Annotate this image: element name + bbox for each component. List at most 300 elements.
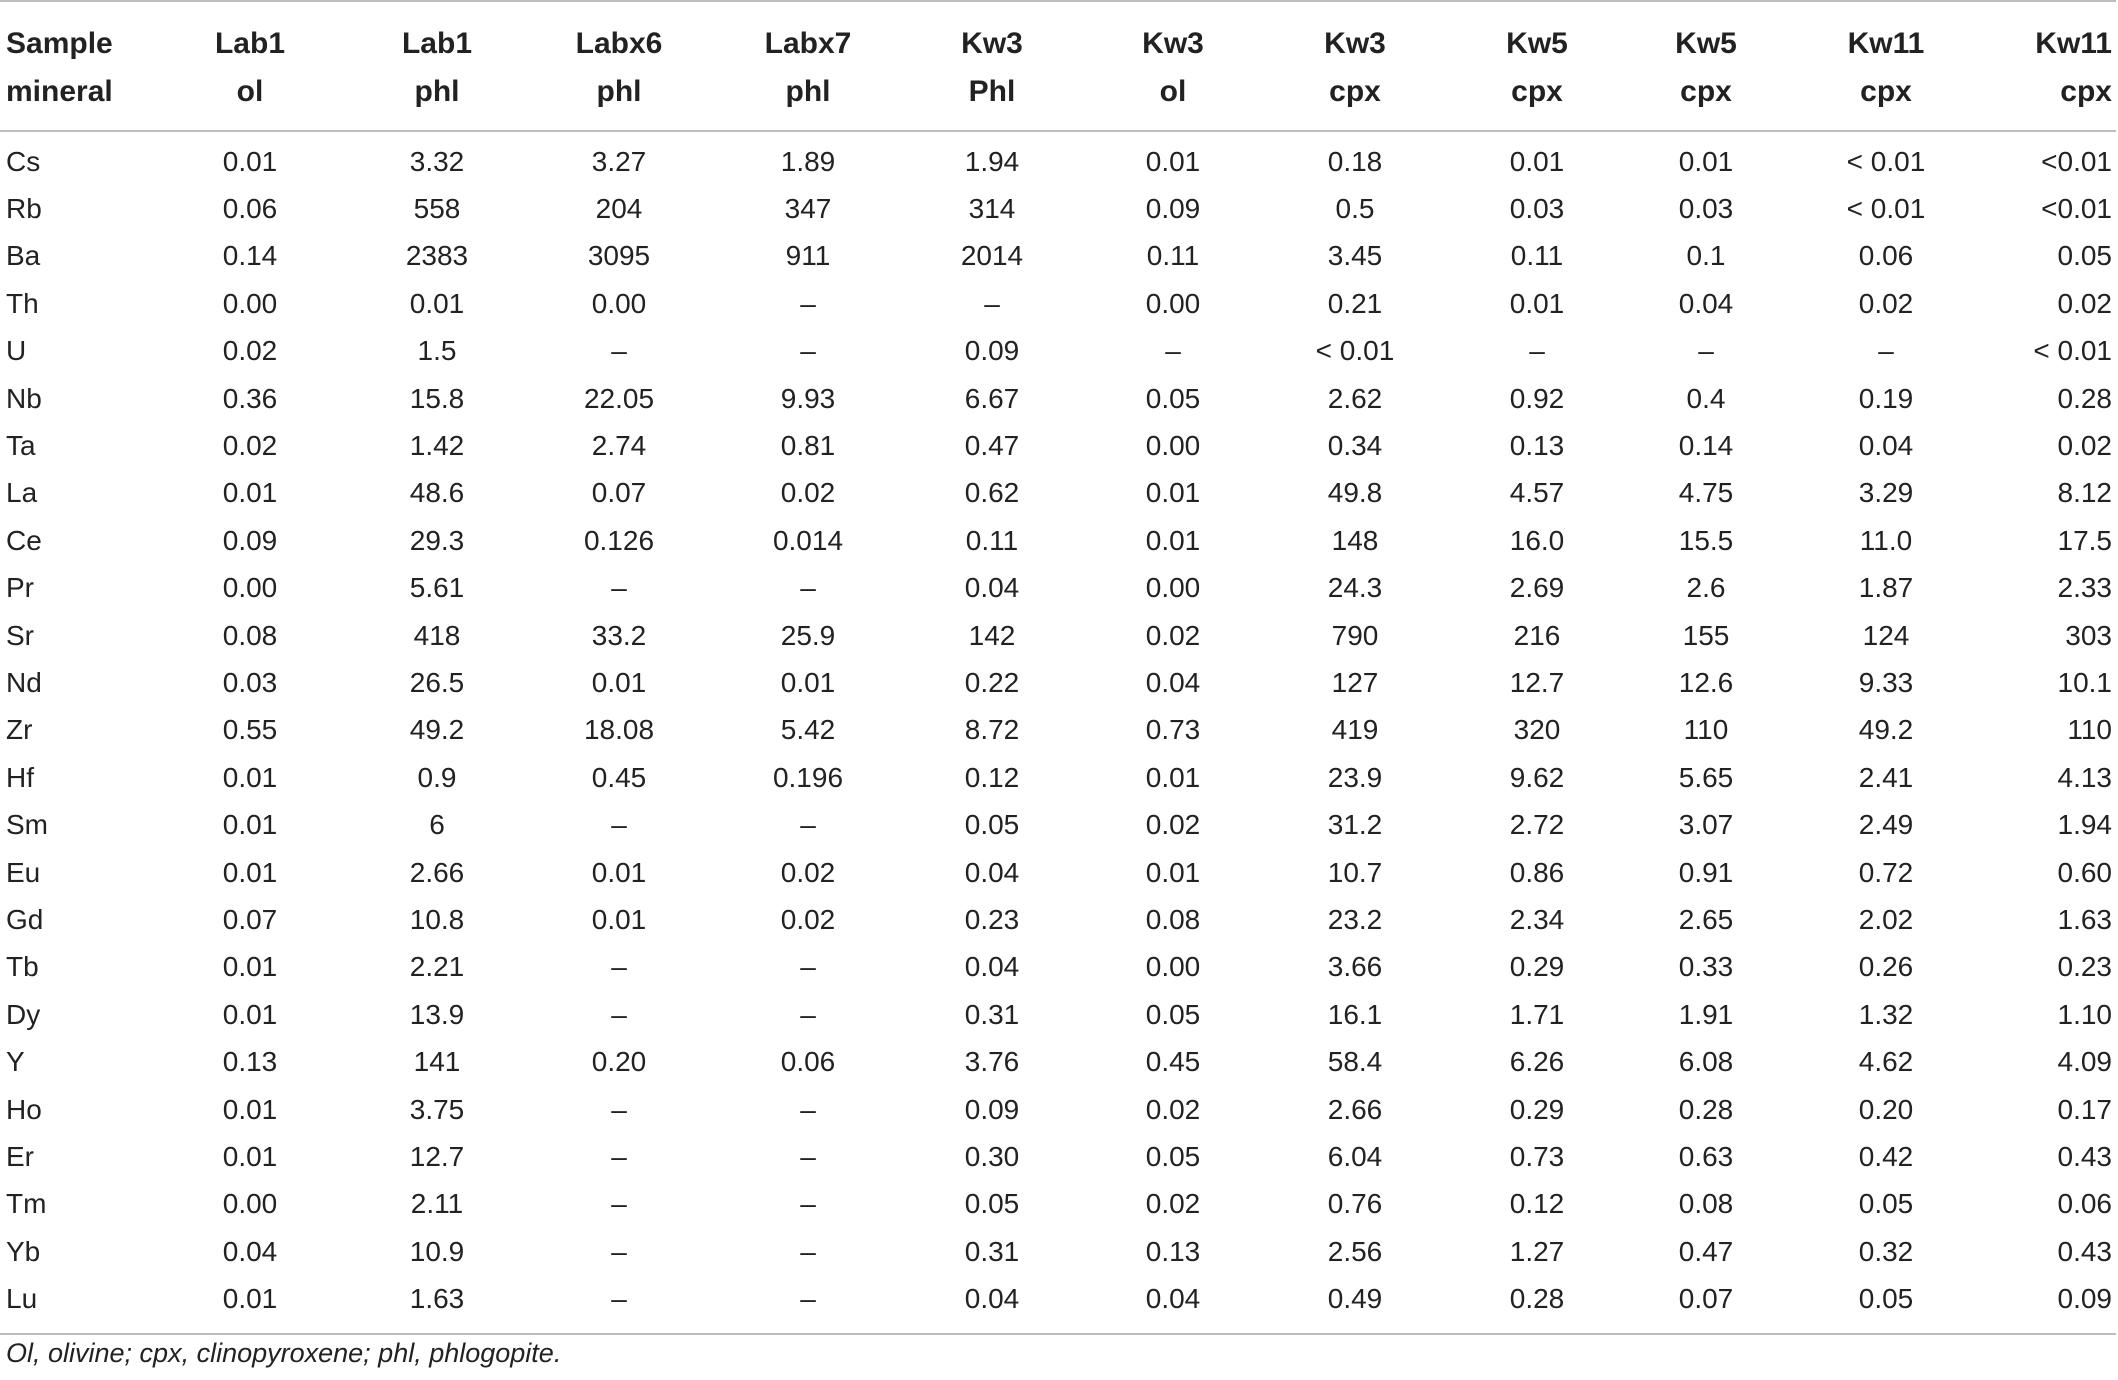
table-row	[0, 470, 2116, 517]
table-cell: 23.9	[1327, 761, 1383, 793]
element-label: Sr	[6, 619, 34, 651]
table-cell: 0.01	[1509, 145, 1565, 177]
element-label: Rb	[6, 193, 42, 225]
table-cell: 3.75	[409, 1093, 465, 1125]
table-cell: 0.11	[1510, 240, 1564, 272]
element-label: Er	[6, 1140, 34, 1172]
table-row	[0, 565, 2116, 612]
table-cell: 12.7	[1509, 666, 1565, 698]
table-cell: 0.196	[772, 761, 844, 793]
table-cell: 10.9	[409, 1235, 465, 1267]
table-cell: 2.65	[1678, 903, 1734, 935]
table-cell: 0.05	[964, 809, 1020, 841]
table-cell: 5.65	[1678, 761, 1734, 793]
table-cell: 3095	[587, 240, 651, 272]
table-cell: 0.11	[1146, 240, 1200, 272]
table-cell: 2.33	[2057, 572, 2112, 604]
column-header: cpx	[1784, 68, 1988, 131]
table-cell: 558	[413, 193, 461, 225]
table-cell: 0.05	[1784, 1275, 1988, 1333]
table-row	[0, 422, 2116, 469]
table-row	[0, 896, 2116, 943]
table-cell: –	[611, 1140, 627, 1172]
table-cell: < 0.01	[2033, 335, 2112, 367]
table-cell: 0.00	[1145, 287, 1201, 319]
table-cell: –	[984, 287, 1000, 319]
table-cell: 6	[429, 809, 445, 841]
column-header: Phl	[902, 68, 1082, 131]
table-cell: 0.13	[222, 1046, 278, 1078]
table-cell: 0.23	[2057, 951, 2112, 983]
table-cell: 0.60	[2057, 856, 2112, 888]
table-cell: 0.28	[1446, 1275, 1628, 1333]
table-cell: 0.02	[1145, 1188, 1201, 1220]
table-cell: 1.63	[350, 1275, 524, 1333]
table-cell: 1.71	[1509, 998, 1565, 1030]
table-cell: 6.67	[964, 382, 1020, 414]
table-cell: 1.10	[2057, 998, 2112, 1030]
element-label: Ce	[6, 524, 42, 556]
table-cell: 0.01	[780, 666, 836, 698]
table-cell: 0.01	[409, 287, 465, 319]
table-cell: 16.0	[1509, 524, 1565, 556]
table-cell: 9.62	[1509, 761, 1565, 793]
element-label: Lu	[0, 1275, 150, 1333]
table-cell: 0.91	[1678, 856, 1734, 888]
table-cell: 0.01	[1145, 761, 1201, 793]
table-cell: 0.55	[222, 714, 278, 746]
column-header: Labx6	[524, 1, 714, 68]
table-cell: 0.126	[583, 524, 655, 556]
table-row	[0, 185, 2116, 232]
table-cell: 0.01	[1509, 287, 1565, 319]
table-cell: 0.18	[1327, 145, 1383, 177]
table-cell: 6.08	[1678, 1046, 1734, 1078]
table-cell: 0.02	[2057, 287, 2112, 319]
table-cell: 155	[1682, 619, 1730, 651]
table-cell: –	[714, 1275, 902, 1333]
table-cell: 0.12	[964, 761, 1020, 793]
table-cell: 0.04	[1145, 666, 1201, 698]
table-cell: 0.13	[1145, 1235, 1201, 1267]
table-cell: 142	[968, 619, 1016, 651]
table-cell: 790	[1331, 619, 1379, 651]
table-cell: 23.2	[1327, 903, 1383, 935]
table-cell: 58.4	[1327, 1046, 1383, 1078]
table-cell: 49.2	[1858, 714, 1914, 746]
table-cell: 2014	[960, 240, 1024, 272]
table-cell: 18.08	[583, 714, 655, 746]
table-cell: 2.11	[410, 1188, 464, 1220]
table-cell: 0.05	[1858, 1188, 1914, 1220]
table-cell: 24.3	[1327, 572, 1383, 604]
table-cell: 0.01	[150, 1275, 350, 1333]
table-cell: 419	[1331, 714, 1379, 746]
table-cell: 11.0	[1859, 524, 1913, 556]
table-cell: 2.21	[409, 951, 465, 983]
table-cell: –	[611, 1235, 627, 1267]
table-cell: 0.00	[591, 287, 647, 319]
table-cell: 0.01	[222, 761, 278, 793]
table-cell: 320	[1513, 714, 1561, 746]
table-cell: 0.05	[1145, 998, 1201, 1030]
table-cell: 0.01	[1145, 524, 1201, 556]
table-cell: –	[611, 1188, 627, 1220]
column-header: Kw5	[1446, 1, 1628, 68]
table-cell: <0.01	[2041, 193, 2112, 225]
table-cell: 0.00	[222, 287, 278, 319]
table-cell: 0.12	[1509, 1188, 1565, 1220]
table-cell: 3.45	[1327, 240, 1383, 272]
table-cell: 0.014	[772, 524, 844, 556]
table-cell: 0.02	[1145, 1093, 1201, 1125]
table-cell: 0.01	[1145, 145, 1201, 177]
table-cell: 0.81	[780, 430, 836, 462]
table-cell: 10.8	[409, 903, 465, 935]
table-row	[0, 1228, 2116, 1275]
column-header: cpx	[1628, 68, 1784, 131]
table-cell: 13.9	[409, 998, 465, 1030]
table-cell: 2.66	[409, 856, 465, 888]
table-cell: 0.06	[222, 193, 278, 225]
table-cell: 0.01	[591, 666, 647, 698]
table-cell: 0.72	[1858, 856, 1914, 888]
table-row	[0, 612, 2116, 659]
table-cell: 0.06	[1858, 240, 1914, 272]
table-cell: 12.7	[409, 1140, 465, 1172]
table-row	[0, 280, 2116, 327]
table-cell: 314	[968, 193, 1016, 225]
table-cell: 0.33	[1678, 951, 1734, 983]
table-cell: 0.01	[222, 145, 278, 177]
table-cell: 4.09	[2057, 1046, 2112, 1078]
table-cell: 347	[784, 193, 832, 225]
table-cell: 0.02	[2057, 430, 2112, 462]
column-header: Kw11	[1988, 1, 2116, 68]
table-cell: 6.26	[1509, 1046, 1565, 1078]
table-cell: 3.07	[1678, 809, 1734, 841]
table-cell: 10.1	[2057, 666, 2112, 698]
table-row	[0, 517, 2116, 564]
table-cell: –	[800, 1093, 816, 1125]
table-cell: 4.75	[1678, 477, 1734, 509]
table-row	[0, 233, 2116, 280]
column-header: Sample	[0, 1, 150, 68]
table-cell: 0.04	[1858, 430, 1914, 462]
table-cell: 2.74	[591, 430, 647, 462]
table-row	[0, 801, 2116, 848]
table-cell: 1.94	[2057, 809, 2112, 841]
table-cell: 127	[1331, 666, 1379, 698]
table-cell: 0.06	[780, 1046, 836, 1078]
table-cell: 0.86	[1509, 856, 1565, 888]
table-cell: 0.31	[964, 1235, 1020, 1267]
table-row	[0, 131, 2116, 185]
element-label: Nb	[6, 382, 42, 414]
element-label: Yb	[6, 1235, 41, 1267]
table-cell: 0.32	[1858, 1235, 1914, 1267]
table-cell: –	[1165, 335, 1181, 367]
table-cell: 2.66	[1327, 1093, 1383, 1125]
table-row	[0, 1038, 2116, 1085]
table-cell: 0.62	[964, 477, 1020, 509]
table-cell: 0.42	[1858, 1140, 1914, 1172]
table-cell: 2383	[405, 240, 469, 272]
table-cell: 1.5	[417, 335, 457, 367]
column-header: Kw11	[1784, 1, 1988, 68]
table-cell: 49.8	[1327, 477, 1383, 509]
table-cell: 0.02	[780, 903, 836, 935]
column-header: Labx7	[714, 1, 902, 68]
table-cell: 0.4	[1686, 382, 1726, 414]
column-header: cpx	[1264, 68, 1446, 131]
table-cell: 418	[413, 619, 461, 651]
table-cell: 110	[1683, 714, 1729, 746]
table-cell: –	[800, 951, 816, 983]
table-cell: 0.00	[222, 1188, 278, 1220]
table-cell: 0.04	[902, 1275, 1082, 1333]
table-cell: 0.49	[1264, 1275, 1446, 1333]
table-cell: 110	[2067, 714, 2112, 746]
table-cell: 0.43	[2057, 1235, 2112, 1267]
table-cell: 0.01	[222, 1093, 278, 1125]
table-cell: –	[1529, 335, 1545, 367]
table-cell: 0.02	[1145, 619, 1201, 651]
header-row-sample	[0, 1, 2116, 68]
table-cell: 0.26	[1858, 951, 1914, 983]
column-header: phl	[714, 68, 902, 131]
table-cell: –	[611, 572, 627, 604]
table-cell: 4.62	[1858, 1046, 1914, 1078]
table-cell: 8.12	[2057, 477, 2112, 509]
column-header: Kw5	[1628, 1, 1784, 68]
table-row	[0, 991, 2116, 1038]
table-cell: 2.6	[1686, 572, 1726, 604]
table-cell: 26.5	[409, 666, 465, 698]
table-cell: 0.34	[1327, 430, 1383, 462]
element-label: Dy	[6, 998, 41, 1030]
table-cell: 0.01	[222, 856, 278, 888]
table-cell: 1.91	[1678, 998, 1734, 1030]
table-cell: 0.05	[2057, 240, 2112, 272]
table-cell: 0.09	[222, 524, 278, 556]
table-cell: < 0.01	[1846, 145, 1926, 177]
table-cell: –	[800, 1235, 816, 1267]
element-label: Ta	[6, 430, 36, 462]
table-cell: 148	[1331, 524, 1379, 556]
table-cell: 0.04	[964, 572, 1020, 604]
column-header: phl	[524, 68, 714, 131]
table-cell: 1.27	[1509, 1235, 1565, 1267]
table-cell: 0.20	[1858, 1093, 1914, 1125]
table-cell: 15.8	[409, 382, 465, 414]
column-header: ol	[1082, 68, 1264, 131]
table-cell: 0.03	[1678, 193, 1734, 225]
table-cell: 0.04	[222, 1235, 278, 1267]
table-cell: 0.30	[964, 1140, 1020, 1172]
table-cell: 0.05	[1145, 1140, 1201, 1172]
table-cell: –	[611, 1093, 627, 1125]
table-cell: 15.5	[1678, 524, 1734, 556]
table-cell: 0.21	[1327, 287, 1383, 319]
table-cell: 0.02	[222, 335, 278, 367]
table-cell: 0.00	[1145, 951, 1201, 983]
table-cell: 1.42	[409, 430, 465, 462]
table-cell: –	[1878, 335, 1894, 367]
table-cell: –	[800, 998, 816, 1030]
element-label: Hf	[6, 761, 34, 793]
table-cell: 17.5	[2057, 524, 2112, 556]
column-header: phl	[350, 68, 524, 131]
table-cell: 0.13	[1509, 430, 1565, 462]
column-header: cpx	[1988, 68, 2116, 131]
header-row-mineral	[0, 68, 2116, 131]
table-cell: 22.05	[583, 382, 655, 414]
table-cell: 0.63	[1678, 1140, 1734, 1172]
table-cell: –	[800, 1140, 816, 1172]
table-cell: 141	[413, 1046, 461, 1078]
table-cell: 0.20	[591, 1046, 647, 1078]
table-cell: 8.72	[964, 714, 1020, 746]
table-cell: 216	[1513, 619, 1561, 651]
table-cell: 0.04	[964, 951, 1020, 983]
table-cell: <0.01	[2041, 145, 2112, 177]
column-header: Kw3	[902, 1, 1082, 68]
table-cell: 0.43	[2057, 1140, 2112, 1172]
table-cell: 0.11	[965, 524, 1019, 556]
table-cell: 0.02	[780, 856, 836, 888]
table-cell: 33.2	[591, 619, 647, 651]
table-cell: –	[800, 809, 816, 841]
table-row	[0, 1086, 2116, 1133]
table-cell: 0.09	[964, 335, 1020, 367]
table-cell: 0.23	[964, 903, 1020, 935]
table-cell: 0.47	[964, 430, 1020, 462]
table-cell: 0.73	[1145, 714, 1201, 746]
table-cell: 0.31	[964, 998, 1020, 1030]
table-cell: 0.01	[1145, 856, 1201, 888]
table-cell: 1.87	[1858, 572, 1914, 604]
column-header: cpx	[1446, 68, 1628, 131]
column-header: Lab1	[350, 1, 524, 68]
table-row	[0, 1133, 2116, 1180]
table-row	[0, 849, 2116, 896]
table-cell: 0.22	[964, 666, 1020, 698]
table-cell: 0.04	[964, 856, 1020, 888]
table-cell: 2.49	[1858, 809, 1914, 841]
table-cell: –	[611, 951, 627, 983]
table-cell: –	[611, 335, 627, 367]
table-cell: 0.00	[1145, 572, 1201, 604]
table-cell: 0.08	[1678, 1188, 1734, 1220]
table-cell: 0.05	[964, 1188, 1020, 1220]
table-cell: 3.66	[1327, 951, 1383, 983]
table-cell: 0.47	[1678, 1235, 1734, 1267]
table-cell: 5.61	[409, 572, 465, 604]
table-cell: 204	[595, 193, 643, 225]
table-cell: 0.14	[222, 240, 278, 272]
table-cell: 4.57	[1509, 477, 1565, 509]
table-cell: 12.6	[1678, 666, 1734, 698]
table-cell: 10.7	[1327, 856, 1383, 888]
table-cell: 0.45	[591, 761, 647, 793]
table-cell: 2.34	[1509, 903, 1565, 935]
column-header: ol	[150, 68, 350, 131]
table-cell: 0.02	[1858, 287, 1914, 319]
table-cell: 0.92	[1509, 382, 1565, 414]
table-cell: 0.00	[222, 572, 278, 604]
table-row	[0, 944, 2116, 991]
table-cell: 9.93	[780, 382, 836, 414]
table-cell: 0.08	[1145, 903, 1201, 935]
table-cell: 1.94	[964, 145, 1020, 177]
table-cell: 3.27	[591, 145, 647, 177]
table-cell: 0.03	[1509, 193, 1565, 225]
table-cell: 3.32	[409, 145, 465, 177]
table-cell: 0.01	[222, 998, 278, 1030]
table-cell: 303	[2065, 619, 2112, 651]
table-cell: 0.09	[1988, 1275, 2116, 1333]
table-cell: –	[800, 287, 816, 319]
element-label: Y	[6, 1046, 25, 1078]
table-cell: 0.9	[417, 761, 457, 793]
column-header: Kw3	[1264, 1, 1446, 68]
table-body	[0, 131, 2116, 1334]
table-cell: 0.19	[1858, 382, 1914, 414]
table-cell: 2.62	[1327, 382, 1383, 414]
table-cell: 0.01	[222, 1140, 278, 1172]
table-cell: –	[611, 998, 627, 1030]
table-cell: –	[524, 1275, 714, 1333]
table-cell: 911	[785, 240, 831, 272]
table-cell: 0.17	[2057, 1093, 2112, 1125]
table-cell: 0.07	[591, 477, 647, 509]
table-row	[0, 659, 2116, 706]
table-row	[0, 1181, 2116, 1228]
table-cell: 0.06	[2057, 1188, 2112, 1220]
table-cell: 0.09	[1145, 193, 1201, 225]
table-cell: 0.29	[1509, 1093, 1565, 1125]
table-cell: 2.56	[1327, 1235, 1383, 1267]
table-footnote: Ol, olivine; cpx, clinopyroxene; phl, phlogopite.	[6, 1338, 562, 1368]
table-cell: 0.03	[222, 666, 278, 698]
column-header: Kw3	[1082, 1, 1264, 68]
table-header	[0, 1, 2116, 131]
table-cell: 0.29	[1509, 951, 1565, 983]
table-cell: 29.3	[409, 524, 465, 556]
column-header: Lab1	[150, 1, 350, 68]
element-label: Zr	[6, 714, 33, 746]
table-cell: 1.89	[780, 145, 836, 177]
table-cell: 0.45	[1145, 1046, 1201, 1078]
element-label: Nd	[6, 666, 42, 698]
element-label: Th	[6, 287, 39, 319]
table-cell: 0.14	[1678, 430, 1734, 462]
element-label: Eu	[6, 856, 41, 888]
table-row	[0, 1275, 2116, 1333]
table-cell: 2.41	[1858, 761, 1914, 793]
table-cell: 3.76	[964, 1046, 1020, 1078]
table-cell: 6.04	[1327, 1140, 1383, 1172]
table-row	[0, 328, 2116, 375]
table-cell: –	[1698, 335, 1714, 367]
element-label: Tb	[6, 951, 39, 983]
table-cell: –	[611, 809, 627, 841]
column-header: mineral	[0, 68, 150, 131]
table-cell: –	[800, 572, 816, 604]
table-cell: 0.1	[1686, 240, 1726, 272]
table-cell: 0.07	[1628, 1275, 1784, 1333]
